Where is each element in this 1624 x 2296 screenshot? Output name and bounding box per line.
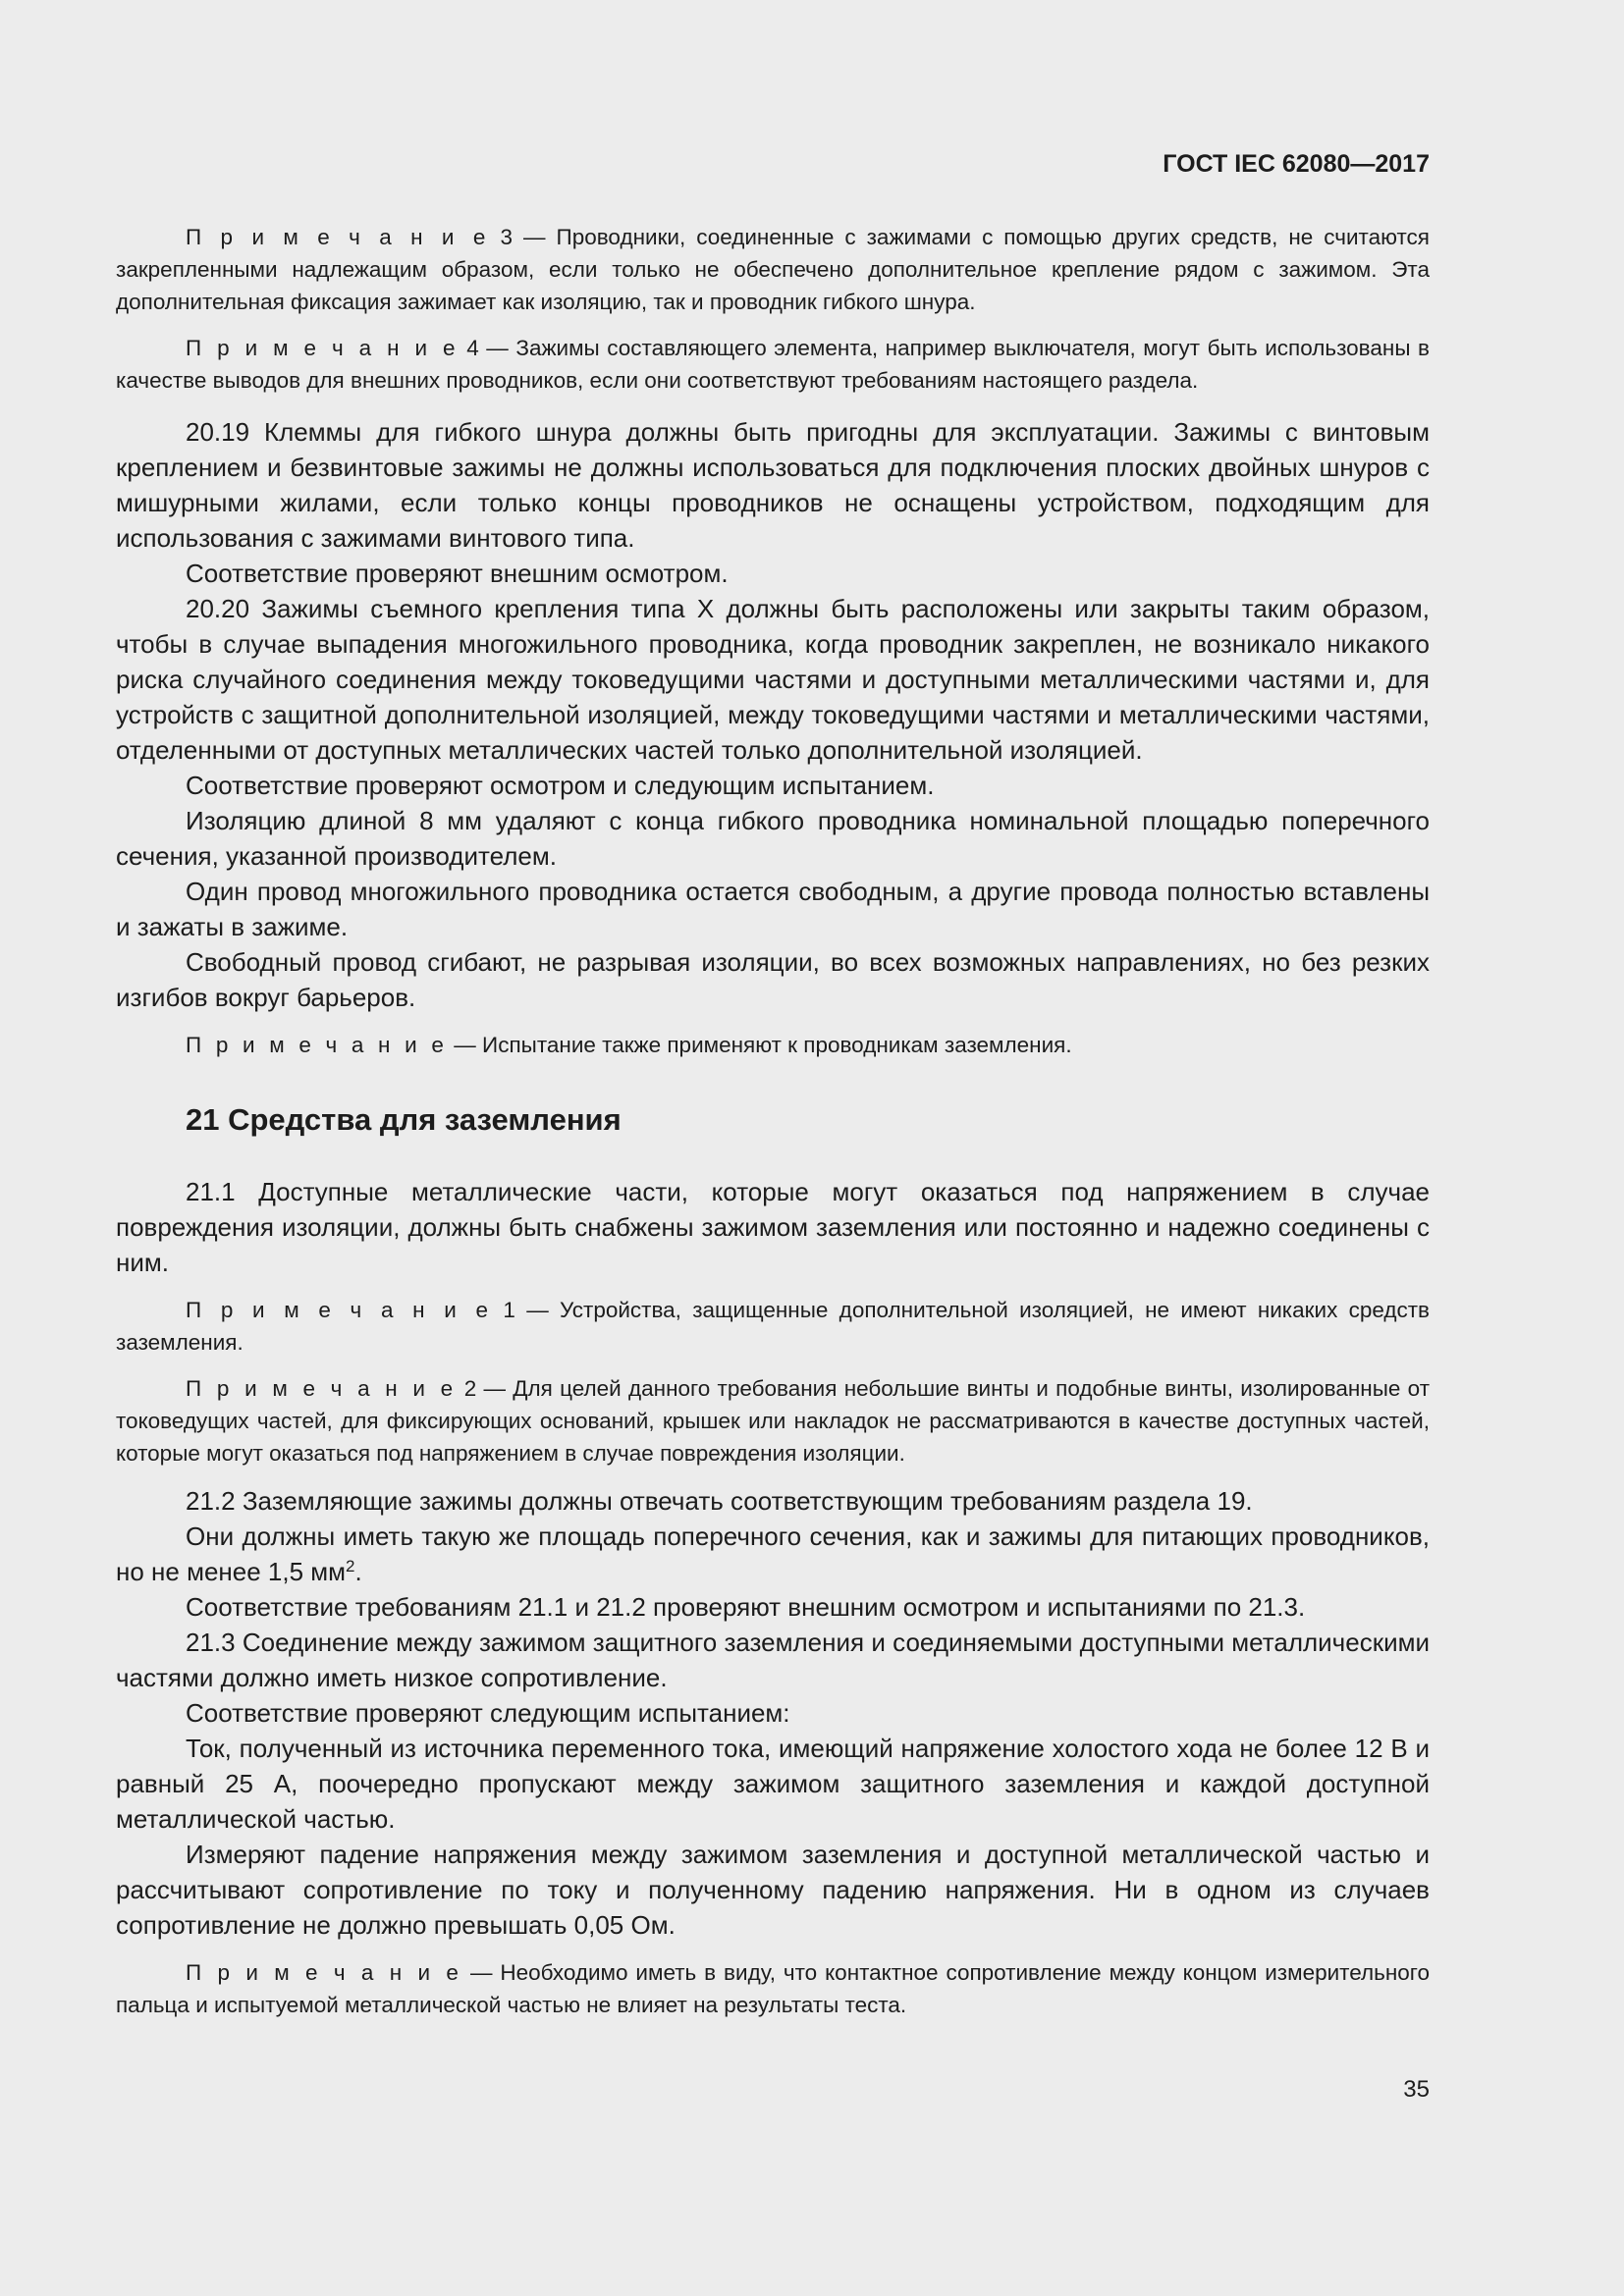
note-label: П р и м е ч а н и е bbox=[186, 1033, 449, 1057]
clause-21-3: 21.3 Соединение между зажимом защитного заземления и соединяемыми доступными металлическими частями должно иметь низкое сопротивление. bbox=[116, 1628, 1430, 1692]
note-21-3 bbox=[116, 1956, 1430, 2021]
superscript: 2 bbox=[346, 1557, 355, 1575]
note-text: — Необходимо иметь в виду, что контактное сопротивление между концом измерительного пальца и испытуемой металлической частью не влияет на результаты теста. bbox=[116, 1960, 1430, 2017]
note-text: 2 — Для целей данного требования небольшие винты и подобные винты, изолированные от токоведущих частей, для фиксирующих оснований, крышек или накладок не рассматриваются в качестве доступных частей, которые могут оказаться под напряжением в случае повреждения изоляции. bbox=[116, 1376, 1430, 1466]
test-step: Измеряют падение напряжения между зажимом заземления и доступной металлической частью и рассчитывают сопротивление по току и полученному падению напряжения. Ни в одном из случаев сопротивление не должно превышать 0,05 Ом. bbox=[116, 1840, 1430, 1940]
note-text: 1 — Устройства, защищенные дополнительной изоляцией, не имеют никаких средств заземления. bbox=[116, 1298, 1431, 1355]
section-heading-21: 21 Средства для заземления bbox=[186, 1102, 622, 1137]
note-text: — Испытание также применяют к проводникам заземления. bbox=[448, 1033, 1072, 1057]
clause-21-2: 21.2 Заземляющие зажимы должны отвечать соответствующим требованиям раздела 19. bbox=[186, 1486, 1253, 1516]
test-step: Один провод многожильного проводника остается свободным, а другие провода полностью вставлены и зажаты в зажиме. bbox=[116, 877, 1430, 941]
note-20-20 bbox=[116, 1029, 1430, 1061]
clause-20-19: 20.19 Клеммы для гибкого шнура должны быть пригодны для эксплуатации. Зажимы с винтовым креплением и безвинтовые зажимы не должны использоваться для подключения плоских двойных шнуров с мишурными жилами, если только концы проводников не оснащены устройством, подходящим для использования с зажимами винтового типа. bbox=[116, 417, 1430, 553]
period: . bbox=[354, 1557, 362, 1586]
page-number: 35 bbox=[1403, 2076, 1430, 2103]
test-step: Ток, полученный из источника переменного тока, имеющий напряжение холостого хода не более 12 В и равный 25 А, поочередно пропускают между зажимом защитного заземления и каждой доступной металлической частью. bbox=[116, 1734, 1430, 1834]
test-step: Изоляцию длиной 8 мм удаляют с конца гибкого проводника номинальной площадью поперечного сечения, указанной производителем. bbox=[116, 806, 1430, 871]
cross-section-requirement bbox=[116, 1519, 1430, 1589]
compliance-text: Соответствие требованиям 21.1 и 21.2 проверяют внешним осмотром и испытаниями по 21.3. bbox=[186, 1592, 1306, 1622]
clause-21-1: 21.1 Доступные металлические части, которые могут оказаться под напряжением в случае повреждения изоляции, должны быть снабжены зажимом заземления или постоянно и надежно соединены с ним. bbox=[116, 1177, 1430, 1277]
page-content bbox=[116, 221, 1430, 2021]
note-4 bbox=[116, 332, 1430, 397]
note-label: П р и м е ч а н и е bbox=[186, 1298, 493, 1322]
note-label: П р и м е ч а н и е bbox=[186, 1960, 463, 1985]
note-21-2 bbox=[116, 1372, 1430, 1469]
compliance-text: Соответствие проверяют внешним осмотром. bbox=[186, 559, 729, 588]
cross-section-text: Они должны иметь такую же площадь поперечного сечения, как и зажимы для питающих проводников, но не менее 1,5 мм bbox=[116, 1522, 1430, 1586]
document-code: ГОСТ IEC 62080—2017 bbox=[1163, 150, 1430, 178]
compliance-text: Соответствие проверяют осмотром и следующим испытанием. bbox=[186, 771, 935, 800]
note-text: 4 — Зажимы составляющего элемента, например выключателя, могут быть использованы в качестве выводов для внешних проводников, если они соответствуют требованиям настоящего раздела. bbox=[116, 336, 1430, 393]
note-label: П р и м е ч а н и е bbox=[186, 336, 460, 360]
test-step: Свободный провод сгибают, не разрывая изоляции, во всех возможных направлениях, но без резких изгибов вокруг барьеров. bbox=[116, 947, 1430, 1012]
note-3 bbox=[116, 221, 1430, 318]
note-21-1 bbox=[116, 1294, 1430, 1359]
note-label: П р и м е ч а н и е bbox=[186, 1376, 458, 1401]
clause-20-20: 20.20 Зажимы съемного крепления типа X должны быть расположены или закрыты таким образом, чтобы в случае выпадения многожильного проводника, когда проводник закреплен, не возникало никакого риска случайного соединения между токоведущими частями и доступными металлическими частями и, для устройств с защитной дополнительной изоляцией, между токоведущими частями и металлическими частями, отделенными от доступных металлических частей только дополнительной изоляцией. bbox=[116, 594, 1430, 765]
note-label: П р и м е ч а н и е bbox=[186, 225, 490, 249]
note-text: 3 — Проводники, соединенные с зажимами с помощью других средств, не считаются закрепленными надлежащим образом, если только не обеспечено дополнительное крепление рядом с зажимом. Эта дополнительная фиксация зажимает как изоляцию, так и проводник гибкого шнура. bbox=[116, 225, 1430, 314]
compliance-text: Соответствие проверяют следующим испытанием: bbox=[186, 1698, 790, 1728]
